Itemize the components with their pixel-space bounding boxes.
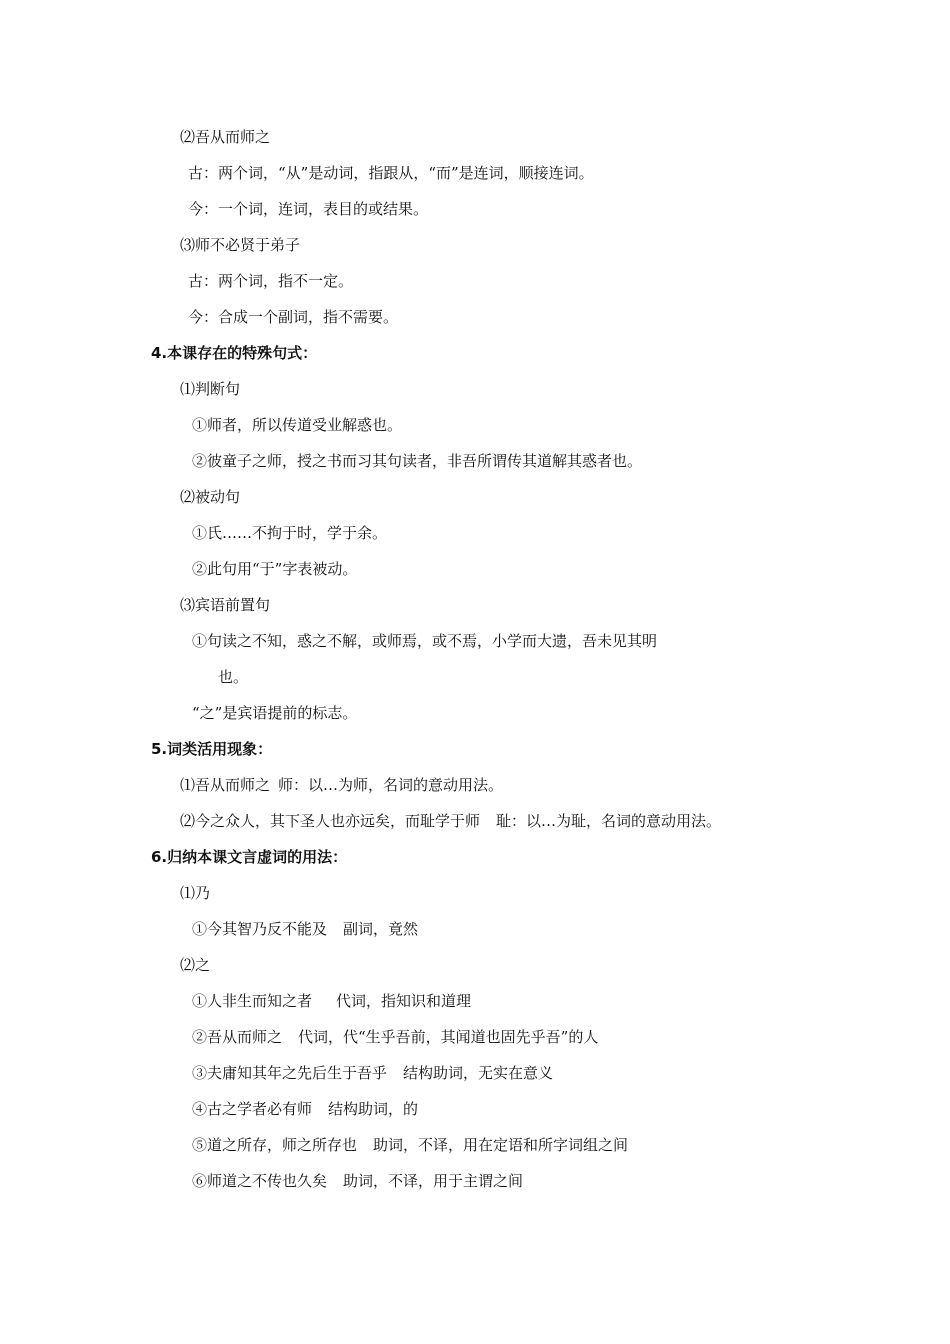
item-2-title: ⑵吾从而师之 [180,128,271,146]
passive-example-1: ①氏……不拘于时，学于余。 [192,524,388,542]
item-sentence: ③夫庸知其年之先后生于吾乎 [192,1064,388,1082]
function-word-nai-title: ⑴乃 [180,884,211,902]
judgment-sentence-title: ⑴判断句 [180,380,241,398]
zhi-example-3 [192,1063,553,1083]
item-2-new-meaning: 今：一个词，连词，表目的或结果。 [188,200,429,218]
judgment-example-2: ②彼童子之师，授之书而习其句读者，非吾所谓传其道解其惑者也。 [192,452,643,470]
section-6-heading: 6.归纳本课文言虚词的用法： [151,848,348,866]
object-preposing-title: ⑶宾语前置句 [180,596,271,614]
item-sentence: ①今其智乃反不能及 [192,920,328,938]
object-preposing-example-line1: ①句读之不知，惑之不解，或师焉，或不焉，小学而大遗，吾未见其明 [192,632,658,650]
passive-example-2: ②此句用“于”字表被动。 [192,560,358,578]
object-preposing-example-line2: 也。 [218,668,249,686]
object-preposing-note: “之”是宾语提前的标志。 [192,704,358,722]
item-explanation: 副词，竟然 [343,920,419,938]
part-of-speech-item-1 [180,775,503,795]
zhi-example-1 [192,991,471,1011]
item-sentence: ⑥师道之不传也久矣 [192,1172,328,1190]
zhi-example-5 [192,1135,628,1155]
item-3-title: ⑶师不必贤于弟子 [180,236,301,254]
item-sentence: ①人非生而知之者 [192,992,313,1010]
item-explanation: 结构助词，的 [328,1100,419,1118]
item-sentence: ②吾从而师之 [192,1028,283,1046]
item-3-new-meaning: 今：合成一个副词，指不需要。 [188,308,399,326]
part-of-speech-item-2 [180,811,721,831]
nai-example-1 [192,919,418,939]
zhi-example-2 [192,1027,598,1047]
item-explanation: 代词，指知识和道理 [336,992,472,1010]
item-explanation: 结构助词，无实在意义 [403,1064,554,1082]
item-sentence: ④古之学者必有师 [192,1100,313,1118]
item-explanation: 代词，代“生乎吾前，其闻道也固先乎吾”的人 [298,1028,599,1046]
section-5-heading: 5.词类活用现象： [151,740,273,758]
judgment-example-1: ①师者，所以传道受业解惑也。 [192,416,403,434]
item-explanation: 耻：以…为耻，名词的意动用法。 [496,812,722,830]
zhi-example-4 [192,1099,418,1119]
item-sentence: ⑤道之所存，师之所存也 [192,1136,358,1154]
zhi-example-6 [192,1171,523,1191]
item-3-old-meaning: 古：两个词，指不一定。 [188,272,354,290]
function-word-zhi-title: ⑵之 [180,956,211,974]
item-2-old-meaning: 古：两个词，“从”是动词，指跟从，“而”是连词，顺接连词。 [188,164,594,182]
passive-sentence-title: ⑵被动句 [180,488,241,506]
item-sentence: ⑵今之众人，其下圣人也亦远矣，而耻学于师 [180,812,481,830]
item-explanation: 助词，不译，用于主谓之间 [343,1172,524,1190]
item-sentence: ⑴吾从而师之 [180,776,271,794]
section-4-heading: 4.本课存在的特殊句式： [151,344,318,362]
item-explanation: 助词，不译，用在定语和所字词组之间 [373,1136,629,1154]
item-explanation: 师：以…为师，名词的意动用法。 [278,776,504,794]
